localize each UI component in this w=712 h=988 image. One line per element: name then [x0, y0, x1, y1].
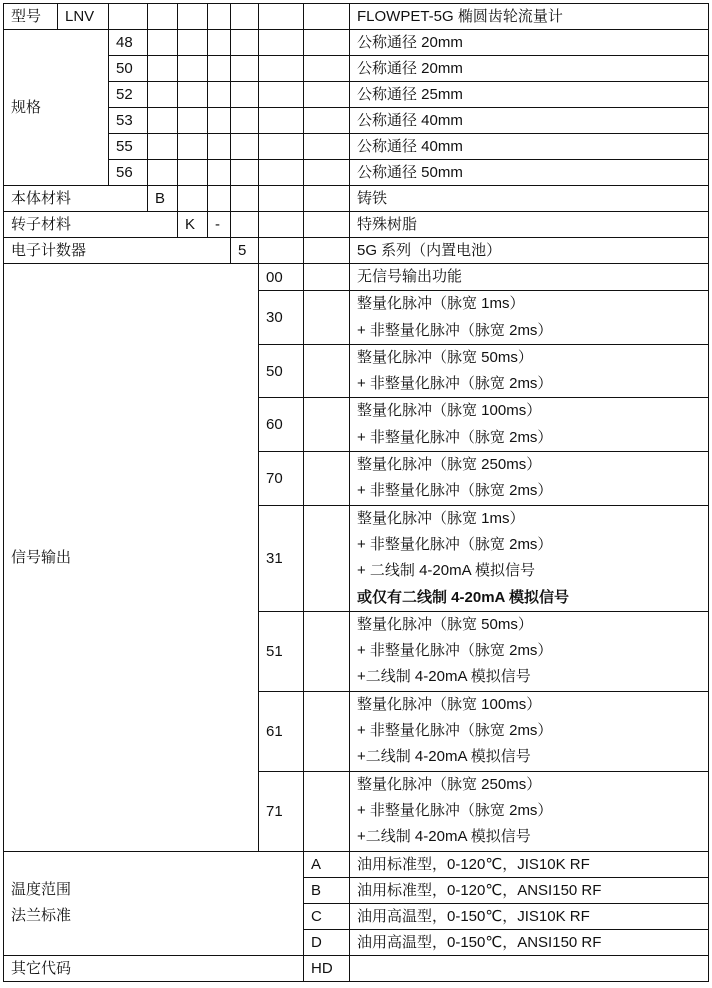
temperature-code: D [304, 929, 350, 955]
signal-desc-line: + 非整量化脉冲（脉宽 2ms） [357, 482, 553, 500]
signal-code: 51 [259, 611, 304, 691]
empty-cell [208, 160, 231, 186]
signal-desc-line: 整量化脉冲（脉宽 100ms） [357, 402, 542, 420]
product-title: FLOWPET-5G 椭圆齿轮流量计 [350, 4, 709, 30]
empty-cell [304, 56, 350, 82]
empty-cell [208, 186, 231, 212]
signal-desc-line: + 非整量化脉冲（脉宽 2ms） [357, 801, 553, 819]
signal-label: 信号输出 [4, 264, 259, 852]
spec-code: 56 [109, 160, 148, 186]
model-label: 型号 [4, 4, 58, 30]
signal-code: 31 [259, 505, 304, 611]
signal-desc-line: +二线制 4-20mA 模拟信号 [357, 668, 531, 686]
empty-cell [178, 134, 208, 160]
signal-desc-line: 整量化脉冲（脉宽 1ms） [357, 509, 525, 527]
empty-cell [231, 56, 259, 82]
empty-cell [178, 4, 208, 30]
spec-row [4, 30, 709, 56]
empty-cell [208, 134, 231, 160]
spec-row [4, 160, 709, 186]
empty-cell [259, 30, 304, 56]
temperature-desc: 油用标准型，0-120℃，ANSI150 RF [350, 877, 709, 903]
rotor-material-row [4, 212, 709, 238]
signal-desc [350, 452, 709, 506]
signal-desc-line: 整量化脉冲（脉宽 50ms） [357, 348, 533, 366]
signal-code: 00 [259, 264, 304, 291]
spec-desc: 公称通径 40mm [350, 134, 709, 160]
signal-code: 50 [259, 344, 304, 398]
signal-desc-line: 或仅有二线制 4-20mA 模拟信号 [357, 588, 569, 606]
counter-code: 5 [231, 238, 259, 264]
signal-desc-line: + 二线制 4-20mA 模拟信号 [357, 562, 535, 580]
signal-code: 70 [259, 452, 304, 506]
other-code: HD [304, 955, 350, 981]
signal-desc [350, 691, 709, 771]
empty-cell [208, 30, 231, 56]
empty-cell [304, 212, 350, 238]
signal-row [4, 264, 709, 291]
empty-cell [304, 186, 350, 212]
empty-cell [304, 452, 350, 506]
spec-desc: 公称通径 25mm [350, 82, 709, 108]
signal-code: 61 [259, 691, 304, 771]
signal-code: 30 [259, 291, 304, 345]
signal-desc-line: +二线制 4-20mA 模拟信号 [357, 828, 531, 846]
empty-cell [304, 611, 350, 691]
counter-row [4, 238, 709, 264]
empty-cell [148, 134, 178, 160]
empty-cell [304, 398, 350, 452]
counter-desc: 5G 系列（内置电池） [350, 238, 709, 264]
signal-code: 71 [259, 771, 304, 851]
temperature-row [4, 851, 709, 877]
separator: - [208, 212, 231, 238]
empty-cell [259, 82, 304, 108]
signal-desc [350, 505, 709, 611]
signal-desc [350, 264, 709, 291]
empty-cell [109, 4, 148, 30]
signal-desc [350, 344, 709, 398]
other-label: 其它代码 [4, 955, 304, 981]
spec-desc: 公称通径 50mm [350, 160, 709, 186]
empty-cell [148, 160, 178, 186]
empty-cell [231, 160, 259, 186]
empty-cell [304, 82, 350, 108]
signal-desc-line: + 非整量化脉冲（脉宽 2ms） [357, 535, 553, 553]
temperature-desc: 油用高温型，0-150℃，JIS10K RF [350, 903, 709, 929]
empty-cell [304, 771, 350, 851]
empty-cell [304, 160, 350, 186]
temperature-code: A [304, 851, 350, 877]
empty-cell [259, 186, 304, 212]
empty-cell [259, 238, 304, 264]
counter-label: 电子计数器 [4, 238, 231, 264]
signal-code: 60 [259, 398, 304, 452]
signal-desc [350, 771, 709, 851]
model-value: LNV [58, 4, 109, 30]
empty-cell [304, 691, 350, 771]
model-code-table [3, 3, 709, 982]
empty-cell [148, 56, 178, 82]
empty-cell [148, 30, 178, 56]
body-material-code: B [148, 186, 178, 212]
empty-cell [231, 30, 259, 56]
empty-cell [178, 56, 208, 82]
spec-label: 规格 [4, 30, 109, 186]
empty-cell [304, 134, 350, 160]
empty-cell [208, 4, 231, 30]
signal-desc-line: 整量化脉冲（脉宽 1ms） [357, 295, 525, 313]
other-row [4, 955, 709, 981]
empty-cell [231, 134, 259, 160]
empty-cell [259, 108, 304, 134]
empty-cell [178, 30, 208, 56]
body-material-label: 本体材料 [4, 186, 148, 212]
empty-cell [231, 212, 259, 238]
empty-cell [231, 4, 259, 30]
temperature-label-line: 温度范围 [11, 880, 72, 898]
signal-desc-line: 整量化脉冲（脉宽 250ms） [357, 775, 542, 793]
rotor-material-code: K [178, 212, 208, 238]
temperature-label-line: 法兰标准 [11, 907, 72, 925]
empty-cell [259, 160, 304, 186]
body-material-desc: 铸铁 [350, 186, 709, 212]
signal-desc-line: +二线制 4-20mA 模拟信号 [357, 748, 531, 766]
body-material-row [4, 186, 709, 212]
empty-cell [148, 4, 178, 30]
spec-desc: 公称通径 20mm [350, 30, 709, 56]
spec-code: 48 [109, 30, 148, 56]
signal-desc-line: + 非整量化脉冲（脉宽 2ms） [357, 428, 553, 446]
signal-desc-line: 整量化脉冲（脉宽 250ms） [357, 456, 542, 474]
empty-cell [178, 186, 208, 212]
spec-code: 52 [109, 82, 148, 108]
empty-cell [304, 291, 350, 345]
empty-cell [178, 108, 208, 134]
empty-cell [304, 4, 350, 30]
empty-cell [304, 264, 350, 291]
empty-cell [148, 82, 178, 108]
spec-code: 55 [109, 134, 148, 160]
spec-desc: 公称通径 20mm [350, 56, 709, 82]
empty-cell [178, 82, 208, 108]
signal-desc-line: + 非整量化脉冲（脉宽 2ms） [357, 375, 553, 393]
spec-row [4, 56, 709, 82]
temperature-code: B [304, 877, 350, 903]
empty-cell [231, 186, 259, 212]
empty-cell [304, 108, 350, 134]
temperature-desc: 油用标准型，0-120℃，JIS10K RF [350, 851, 709, 877]
empty-cell [350, 955, 709, 981]
spec-row [4, 108, 709, 134]
model-row [4, 4, 709, 30]
empty-cell [304, 505, 350, 611]
signal-desc-line: 无信号输出功能 [357, 268, 463, 285]
rotor-material-desc: 特殊树脂 [350, 212, 709, 238]
empty-cell [259, 212, 304, 238]
empty-cell [231, 82, 259, 108]
rotor-material-label: 转子材料 [4, 212, 178, 238]
spec-code: 53 [109, 108, 148, 134]
empty-cell [259, 134, 304, 160]
signal-desc-line: + 非整量化脉冲（脉宽 2ms） [357, 642, 553, 660]
temperature-label [4, 851, 304, 955]
empty-cell [304, 30, 350, 56]
empty-cell [304, 238, 350, 264]
empty-cell [208, 56, 231, 82]
signal-desc-line: 整量化脉冲（脉宽 50ms） [357, 615, 533, 633]
signal-desc [350, 398, 709, 452]
empty-cell [231, 108, 259, 134]
empty-cell [259, 4, 304, 30]
temperature-code: C [304, 903, 350, 929]
signal-desc [350, 611, 709, 691]
empty-cell [208, 82, 231, 108]
empty-cell [178, 160, 208, 186]
empty-cell [208, 108, 231, 134]
spec-desc: 公称通径 40mm [350, 108, 709, 134]
signal-desc-line: + 非整量化脉冲（脉宽 2ms） [357, 722, 553, 740]
signal-desc [350, 291, 709, 345]
empty-cell [304, 344, 350, 398]
temperature-desc: 油用高温型，0-150℃，ANSI150 RF [350, 929, 709, 955]
spec-row [4, 82, 709, 108]
signal-desc-line: + 非整量化脉冲（脉宽 2ms） [357, 321, 553, 339]
signal-desc-line: 整量化脉冲（脉宽 100ms） [357, 695, 542, 713]
spec-code: 50 [109, 56, 148, 82]
empty-cell [148, 108, 178, 134]
spec-row [4, 134, 709, 160]
empty-cell [259, 56, 304, 82]
